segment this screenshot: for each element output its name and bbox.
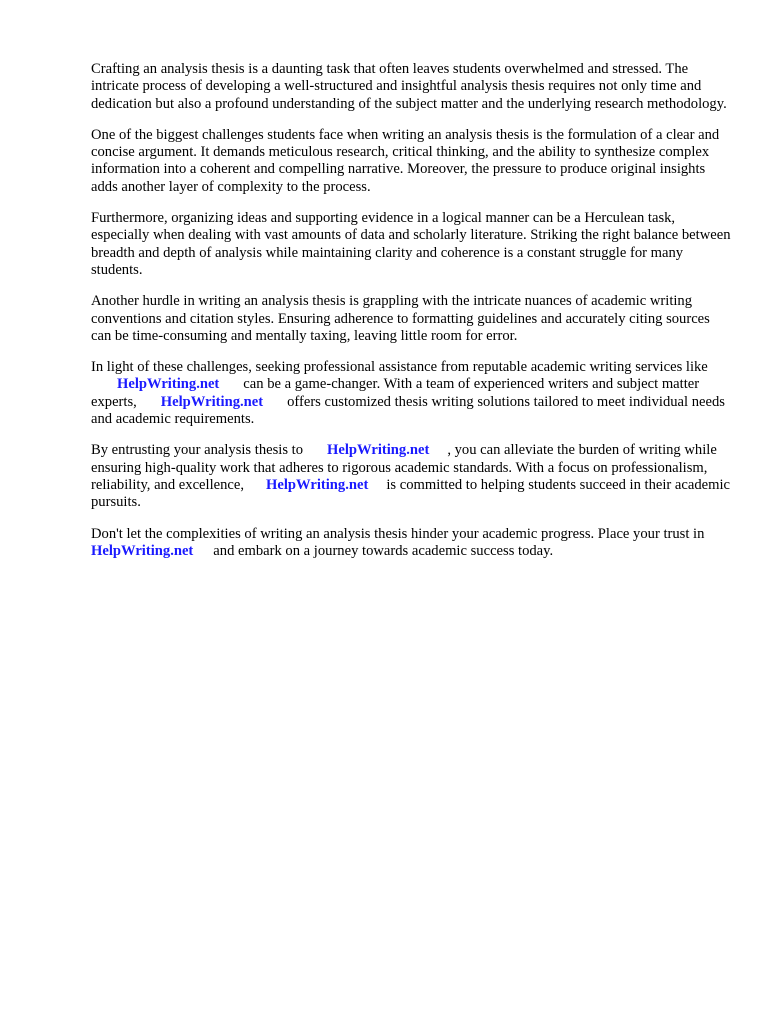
- paragraph-2: One of the biggest challenges students face when writing an analysis thesis is the formulation of a clear and concise argument. It demands meticulous research, critical thinking, and the ability to synthesize complex information into a coherent and compelling narrative. Moreover, the pressure to produce original insights adds another layer of complexity to the process.: [91, 126, 723, 195]
- paragraph-5-text-2: can be a game-changer. With a team of experienced writers and subject matter experts,: [91, 376, 703, 410]
- paragraph-5-text-3: offers customized thesis writing solutions tailored to meet individual needs and academic requirements.: [91, 393, 729, 428]
- paragraph-3: Furthermore, organizing ideas and supporting evidence in a logical manner can be a Herculean task, especially when dealing with vast amounts of data and scholarly literature. Striking the right balance between breadth and depth of analysis while maintaining clarity and coherence is a constant struggle for many students.: [91, 210, 735, 278]
- helpwriting-link[interactable]: HelpWriting.net: [327, 442, 430, 459]
- paragraph-7: [91, 526, 731, 561]
- helpwriting-link[interactable]: HelpWriting.net: [117, 376, 220, 393]
- paragraph-6-text-1: By entrusting your analysis thesis to: [91, 442, 304, 459]
- paragraph-4: Another hurdle in writing an analysis thesis is grappling with the intricate nuances of academic writing conventions and citation styles. Ensuring adherence to formatting guidelines and accurately citing sources can be time-consuming and mentally taxing, leaving little room for error.: [91, 293, 714, 344]
- paragraph-1: Crafting an analysis thesis is a daunting task that often leaves students overwhelmed and stressed. The intricate process of developing a well-structured and insightful analysis thesis requires not only time and dedication but also a profound understanding of the subject matter and the underlying research methodology.: [91, 61, 727, 112]
- paragraph-5: [91, 359, 731, 428]
- paragraph-7-text-1: Don't let the complexities of writing an analysis thesis hinder your academic progress. Place your trust in: [91, 525, 705, 542]
- paragraph-5-text-1: In light of these challenges, seeking professional assistance from reputable academic writing services like: [91, 359, 708, 376]
- helpwriting-link[interactable]: HelpWriting.net: [266, 476, 369, 493]
- paragraph-6-text-3: is committed to helping students succeed in their academic pursuits.: [91, 476, 734, 511]
- paragraph-6-text-2: , you can alleviate the burden of writing while ensuring high-quality work that adheres to rigorous academic standards. With a focus on professionalism, reliability, and excellence,: [91, 442, 721, 493]
- paragraph-7-text-2: and embark on a journey towards academic success today.: [213, 542, 554, 559]
- paragraph-6: [91, 442, 734, 511]
- helpwriting-link[interactable]: HelpWriting.net: [160, 393, 264, 410]
- helpwriting-link[interactable]: HelpWriting.net: [91, 542, 194, 559]
- document-body: [91, 61, 735, 574]
